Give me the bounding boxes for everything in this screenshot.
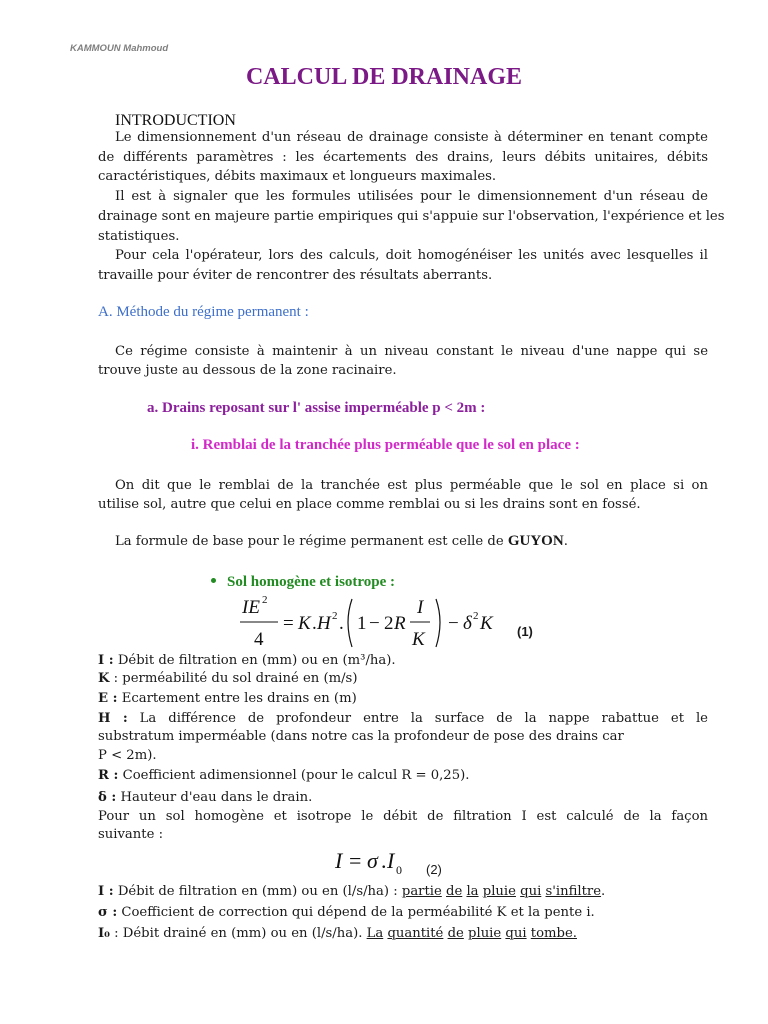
svg-text:IE: IE <box>242 597 260 618</box>
def-H-text1: La différence de profondeur entre la surface de la nappe rabattue et le <box>127 711 708 726</box>
def2-I0-underlined-2: quantité <box>387 926 444 941</box>
def2-I0-underlined-4: pluie <box>468 926 502 941</box>
equation-filtration <box>333 844 423 878</box>
introduction-heading: INTRODUCTION <box>115 112 236 129</box>
svg-text:I: I <box>387 848 395 873</box>
svg-text:2: 2 <box>473 610 479 622</box>
intro-p3-line1: Pour cela l'opérateur, lors des calculs, doit homogénéiser les unités avec lesquelles il <box>115 248 708 263</box>
svg-text:R: R <box>394 613 406 634</box>
svg-text:H: H <box>317 613 331 634</box>
subsection-i-heading: i. Remblai de la tranchée plus perméable que le sol en place : <box>191 437 580 453</box>
def-K <box>98 670 357 687</box>
def-K-key: K <box>98 671 110 686</box>
svg-text:−: − <box>448 613 459 634</box>
def2-I0-underlined-1: La <box>366 926 384 941</box>
def-H-line2: substratum imperméable (dans notre cas la profondeur de pose des drains car <box>98 729 624 744</box>
def-H-key: H : <box>98 711 128 726</box>
section-a-heading: A. Méthode du régime permanent : <box>98 304 309 320</box>
svg-text:σ: σ <box>367 848 378 873</box>
def-delta <box>98 789 312 806</box>
svg-text:K: K <box>480 613 493 634</box>
def-R <box>98 767 469 784</box>
section-a-p1-line2: trouve juste au dessous de la zone racinaire. <box>98 363 397 378</box>
svg-text:=: = <box>283 613 294 634</box>
def2-I-underlined-5: qui <box>520 884 542 899</box>
def2-I-text: Débit de filtration en (mm) ou en (l/s/ha) : <box>113 884 402 899</box>
svg-text:K: K <box>298 613 311 634</box>
def2-I0-text: : Débit drainé en (mm) ou en (l/s/ha). <box>109 926 367 941</box>
svg-text:K: K <box>412 629 425 650</box>
svg-text:I: I <box>335 848 343 873</box>
def-I <box>98 652 396 669</box>
def-E <box>98 690 357 707</box>
equation-guyon <box>238 593 538 653</box>
guyon-text: La formule de base pour le régime permanent est celle de <box>115 534 508 549</box>
svg-text:.: . <box>339 613 344 634</box>
equation-1-number: (1) <box>517 624 533 639</box>
def-R-text: Coefficient adimensionnel (pour le calcul R = 0,25). <box>118 768 470 783</box>
def2-I-key: I : <box>98 884 114 899</box>
def-H-line3: P < 2m). <box>98 748 157 763</box>
section-a-p2-line1: On dit que le remblai de la tranchée est plus perméable que le sol en place si on <box>115 478 708 493</box>
intro-p2-line3: statistiques. <box>98 229 180 244</box>
intro-p2-line1: Il est à signaler que les formules utilisées pour le dimensionnement d'un réseau de <box>115 189 708 204</box>
equation-2-number: (2) <box>426 862 442 877</box>
def-R-key: R : <box>98 768 119 783</box>
def2-I-underlined-4: pluie <box>482 884 516 899</box>
def-H-line1 <box>98 710 708 727</box>
def2-I-underlined-3: la <box>466 884 479 899</box>
guyon-end: . <box>563 534 568 549</box>
svg-text:2: 2 <box>384 613 394 634</box>
def-I-text: Débit de filtration en (mm) ou en (m³/ha). <box>113 653 396 668</box>
def2-I-end: . <box>601 884 606 899</box>
svg-text:2: 2 <box>332 610 338 622</box>
def-delta-key: δ : <box>98 790 117 805</box>
def2-I0-underlined-6: tombe. <box>530 926 577 941</box>
def2-sigma <box>98 904 595 921</box>
def2-I-underlined-1: partie <box>401 884 442 899</box>
def2-I <box>98 883 605 900</box>
intro-p3-line2: travaille pour éviter de rencontrer des résultats aberrants. <box>98 268 493 283</box>
svg-text:.: . <box>381 848 387 873</box>
def-E-key: E : <box>98 691 118 706</box>
svg-text:0: 0 <box>396 863 402 877</box>
guyon-name: GUYON <box>507 533 564 549</box>
guyon-sentence <box>115 533 568 550</box>
intro-p2-line2: drainage sont en majeure partie empiriques qui s'appuie sur l'observation, l'expérience et les <box>98 209 725 224</box>
def2-I0-key: I₀ <box>98 926 110 941</box>
def2-I-underlined-6: s'infiltre <box>545 884 602 899</box>
def-delta-text: Hauteur d'eau dans le drain. <box>116 790 313 805</box>
svg-text:=: = <box>349 848 362 873</box>
bullet-sol-homogene <box>211 574 395 591</box>
svg-text:4: 4 <box>254 629 264 650</box>
intro-p1-line1: Le dimensionnement d'un réseau de drainage consiste à déterminer en tenant compte <box>115 130 708 145</box>
def2-I0 <box>98 925 577 942</box>
def2-I0-underlined-3: de <box>447 926 464 941</box>
def-K-text: : perméabilité du sol drainé en (m/s) <box>109 671 358 686</box>
svg-text:2: 2 <box>262 594 268 606</box>
svg-text:.: . <box>312 613 317 634</box>
def2-sigma-key: σ : <box>98 905 118 920</box>
svg-text:δ: δ <box>463 613 472 634</box>
subsection-a-heading: a. Drains reposant sur l' assise imperméable p < 2m : <box>147 400 486 416</box>
intro-p1-line2: de différents paramètres : les écartements des drains, leurs débits unitaires, débits <box>98 150 708 165</box>
svg-text:I: I <box>417 597 424 618</box>
intro-p1-line3: caractéristiques, débits maximaux et longueurs maximales. <box>98 169 497 184</box>
def2-I-underlined-2: de <box>446 884 463 899</box>
bullet-label: Sol homogène et isotrope : <box>227 574 396 590</box>
section-a-p4-line1: Pour un sol homogène et isotrope le débit de filtration I est calculé de la façon <box>98 809 708 824</box>
author-name: KAMMOUN Mahmoud <box>70 43 169 54</box>
bullet-dot-icon <box>211 578 216 583</box>
def-I-key: I : <box>98 653 114 668</box>
svg-text:1: 1 <box>357 613 367 634</box>
def2-I0-underlined-5: qui <box>505 926 527 941</box>
svg-text:−: − <box>369 613 380 634</box>
section-a-p1-line1: Ce régime consiste à maintenir à un niveau constant le niveau d'une nappe qui se <box>115 344 708 359</box>
document-title: CALCUL DE DRAINAGE <box>245 64 523 90</box>
def-E-text: Ecartement entre les drains en (m) <box>117 691 357 706</box>
def2-sigma-text: Coefficient de correction qui dépend de la perméabilité K et la pente i. <box>117 905 595 920</box>
section-a-p4-line2: suivante : <box>98 827 164 842</box>
section-a-p2-line2: utilise sol, autre que celui en place comme remblai ou si les drains sont en fossé. <box>98 497 641 512</box>
